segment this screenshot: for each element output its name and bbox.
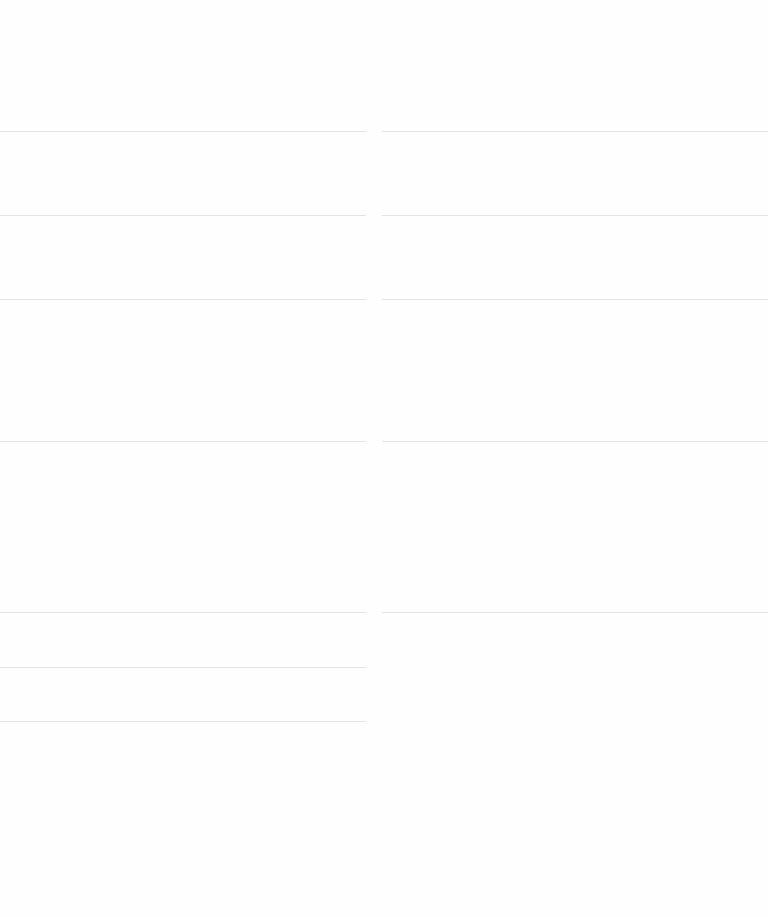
row-divider bbox=[382, 441, 768, 442]
row-divider bbox=[0, 721, 366, 722]
row-divider bbox=[382, 299, 768, 300]
row-divider bbox=[0, 612, 366, 613]
row-divider bbox=[382, 131, 768, 132]
row-divider bbox=[0, 441, 366, 442]
row-divider bbox=[382, 612, 768, 613]
row-divider bbox=[0, 667, 366, 668]
row-divider bbox=[0, 215, 366, 216]
row-divider bbox=[382, 215, 768, 216]
row-divider bbox=[0, 299, 366, 300]
row-divider bbox=[0, 131, 366, 132]
